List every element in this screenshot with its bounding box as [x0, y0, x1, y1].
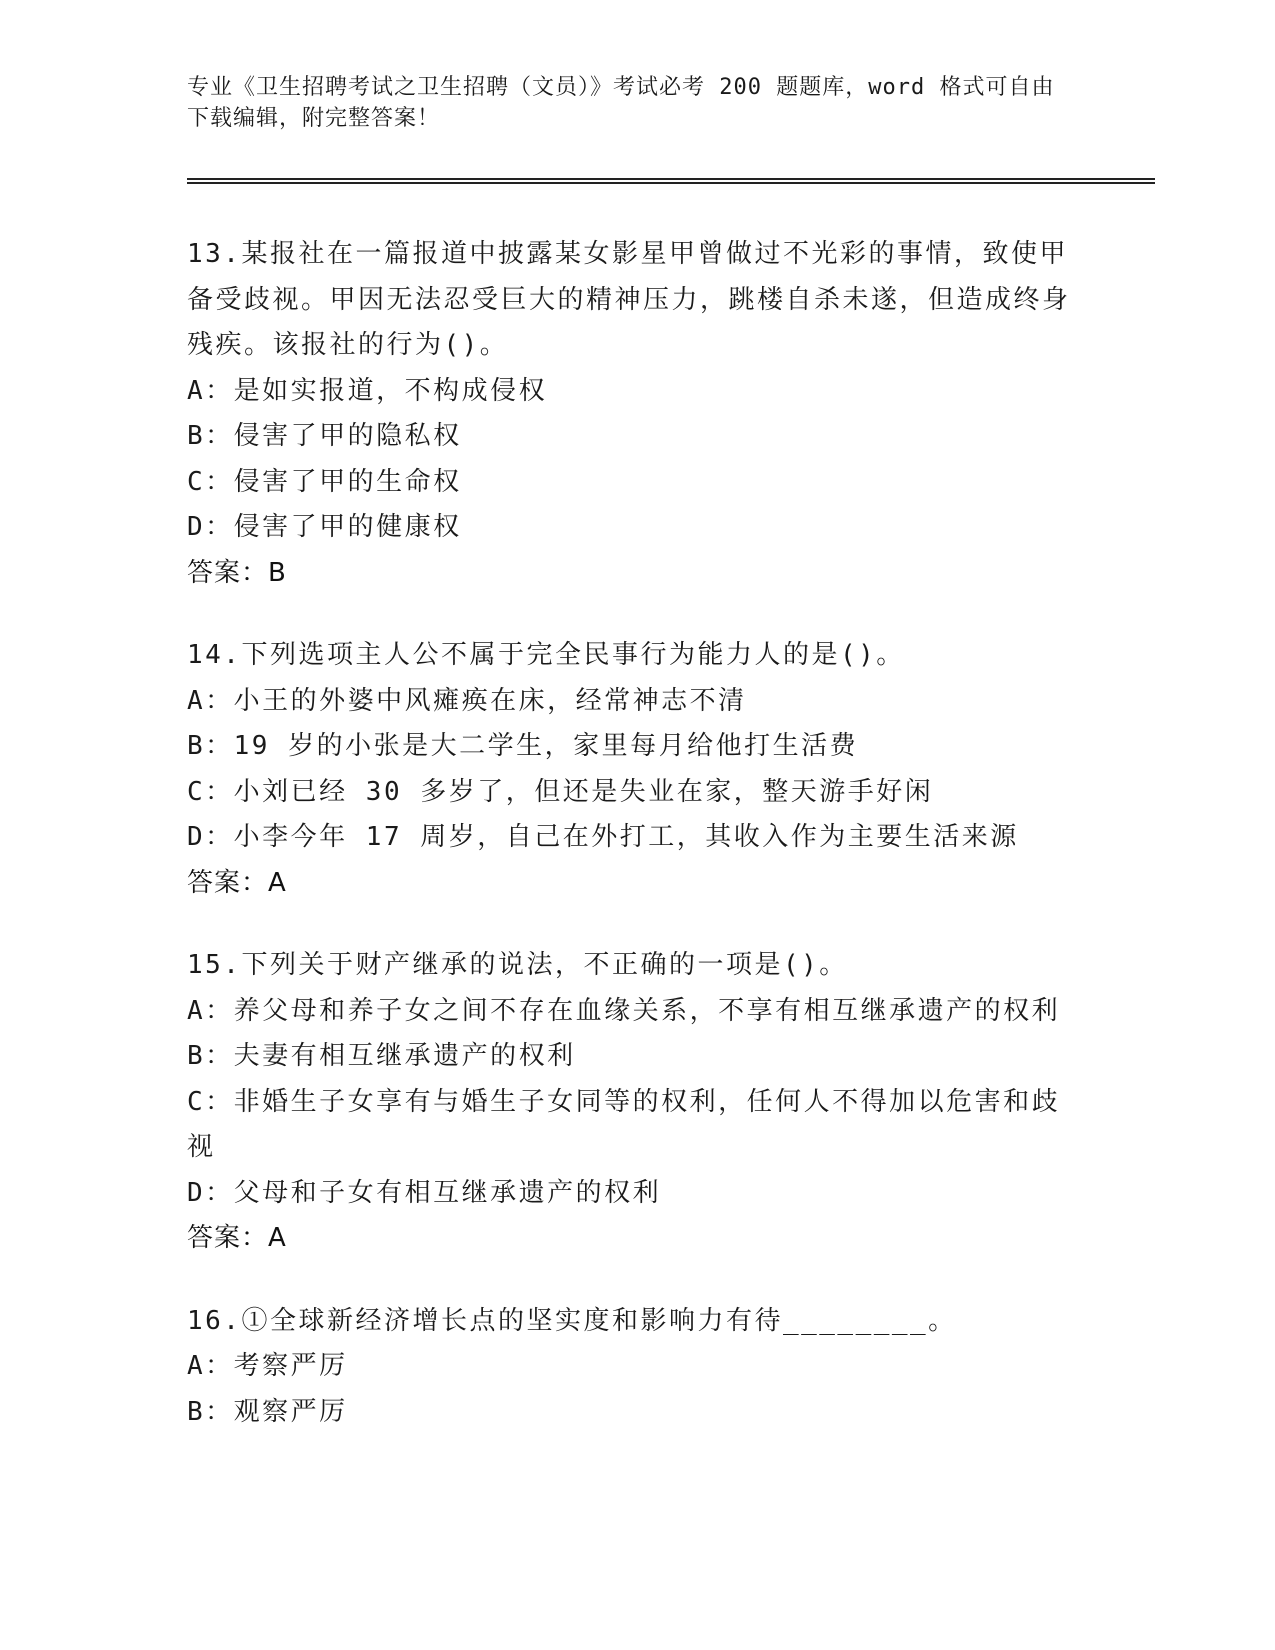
option-c: C：小刘已经 30 多岁了，但还是失业在家，整天游手好闲: [187, 776, 934, 807]
header-divider-bottom: [187, 182, 1155, 184]
option-b: B：夫妻有相互继承遗产的权利: [187, 1041, 576, 1071]
option-b: B：观察严厉: [187, 1396, 348, 1427]
question-16: [187, 1299, 1087, 1436]
option-d: D：小李今年 17 周岁，自己在外打工，其收入作为主要生活来源: [187, 822, 1019, 852]
answer-label: 答案：A: [187, 1223, 287, 1253]
question-15: [187, 943, 1087, 1262]
question-14: [187, 633, 1087, 906]
question-stem: 15.下列关于财产继承的说法，不正确的一项是()。: [187, 950, 848, 980]
answer-label: 答案：B: [187, 557, 287, 588]
option-a: A：小王的外婆中风瘫痪在床，经常神志不清: [187, 685, 747, 716]
option-b: B：19 岁的小张是大二学生，家里每月给他打生活费: [187, 731, 859, 761]
option-a: A：考察严厉: [187, 1351, 348, 1381]
header-divider-top: [187, 178, 1155, 180]
option-d: D：父母和子女有相互继承遗产的权利: [187, 1177, 662, 1208]
option-a: A：是如实报道，不构成侵权: [187, 375, 548, 406]
question-list: [187, 232, 1087, 1472]
answer-label: 答案：A: [187, 867, 287, 898]
question-13: [187, 232, 1087, 596]
option-a: A：养父母和养子女之间不存在血缘关系，不享有相互继承遗产的权利: [187, 995, 1061, 1026]
question-stem: 13.某报社在一篇报道中披露某女影星甲曾做过不光彩的事情，致使甲备受歧视。甲因无法忍受巨大的精神压力，跳楼自杀未遂，但造成终身残疾。该报社的行为()。: [187, 239, 1071, 360]
option-c: C：侵害了甲的生命权: [187, 466, 462, 497]
option-c: C：非婚生子女享有与婚生子女同等的权利，任何人不得加以危害和歧视: [187, 1086, 1061, 1162]
question-stem: 16.①全球新经济增长点的坚实度和影响力有待________。: [187, 1305, 957, 1336]
question-stem: 14.下列选项主人公不属于完全民事行为能力人的是()。: [187, 640, 905, 670]
option-b: B：侵害了甲的隐私权: [187, 421, 462, 451]
option-d: D：侵害了甲的健康权: [187, 512, 462, 542]
document-header: [187, 72, 1067, 134]
document-title: 专业《卫生招聘考试之卫生招聘（文员）》考试必考 200 题题库，word 格式可自由下载编辑，附完整答案！: [187, 75, 1055, 131]
